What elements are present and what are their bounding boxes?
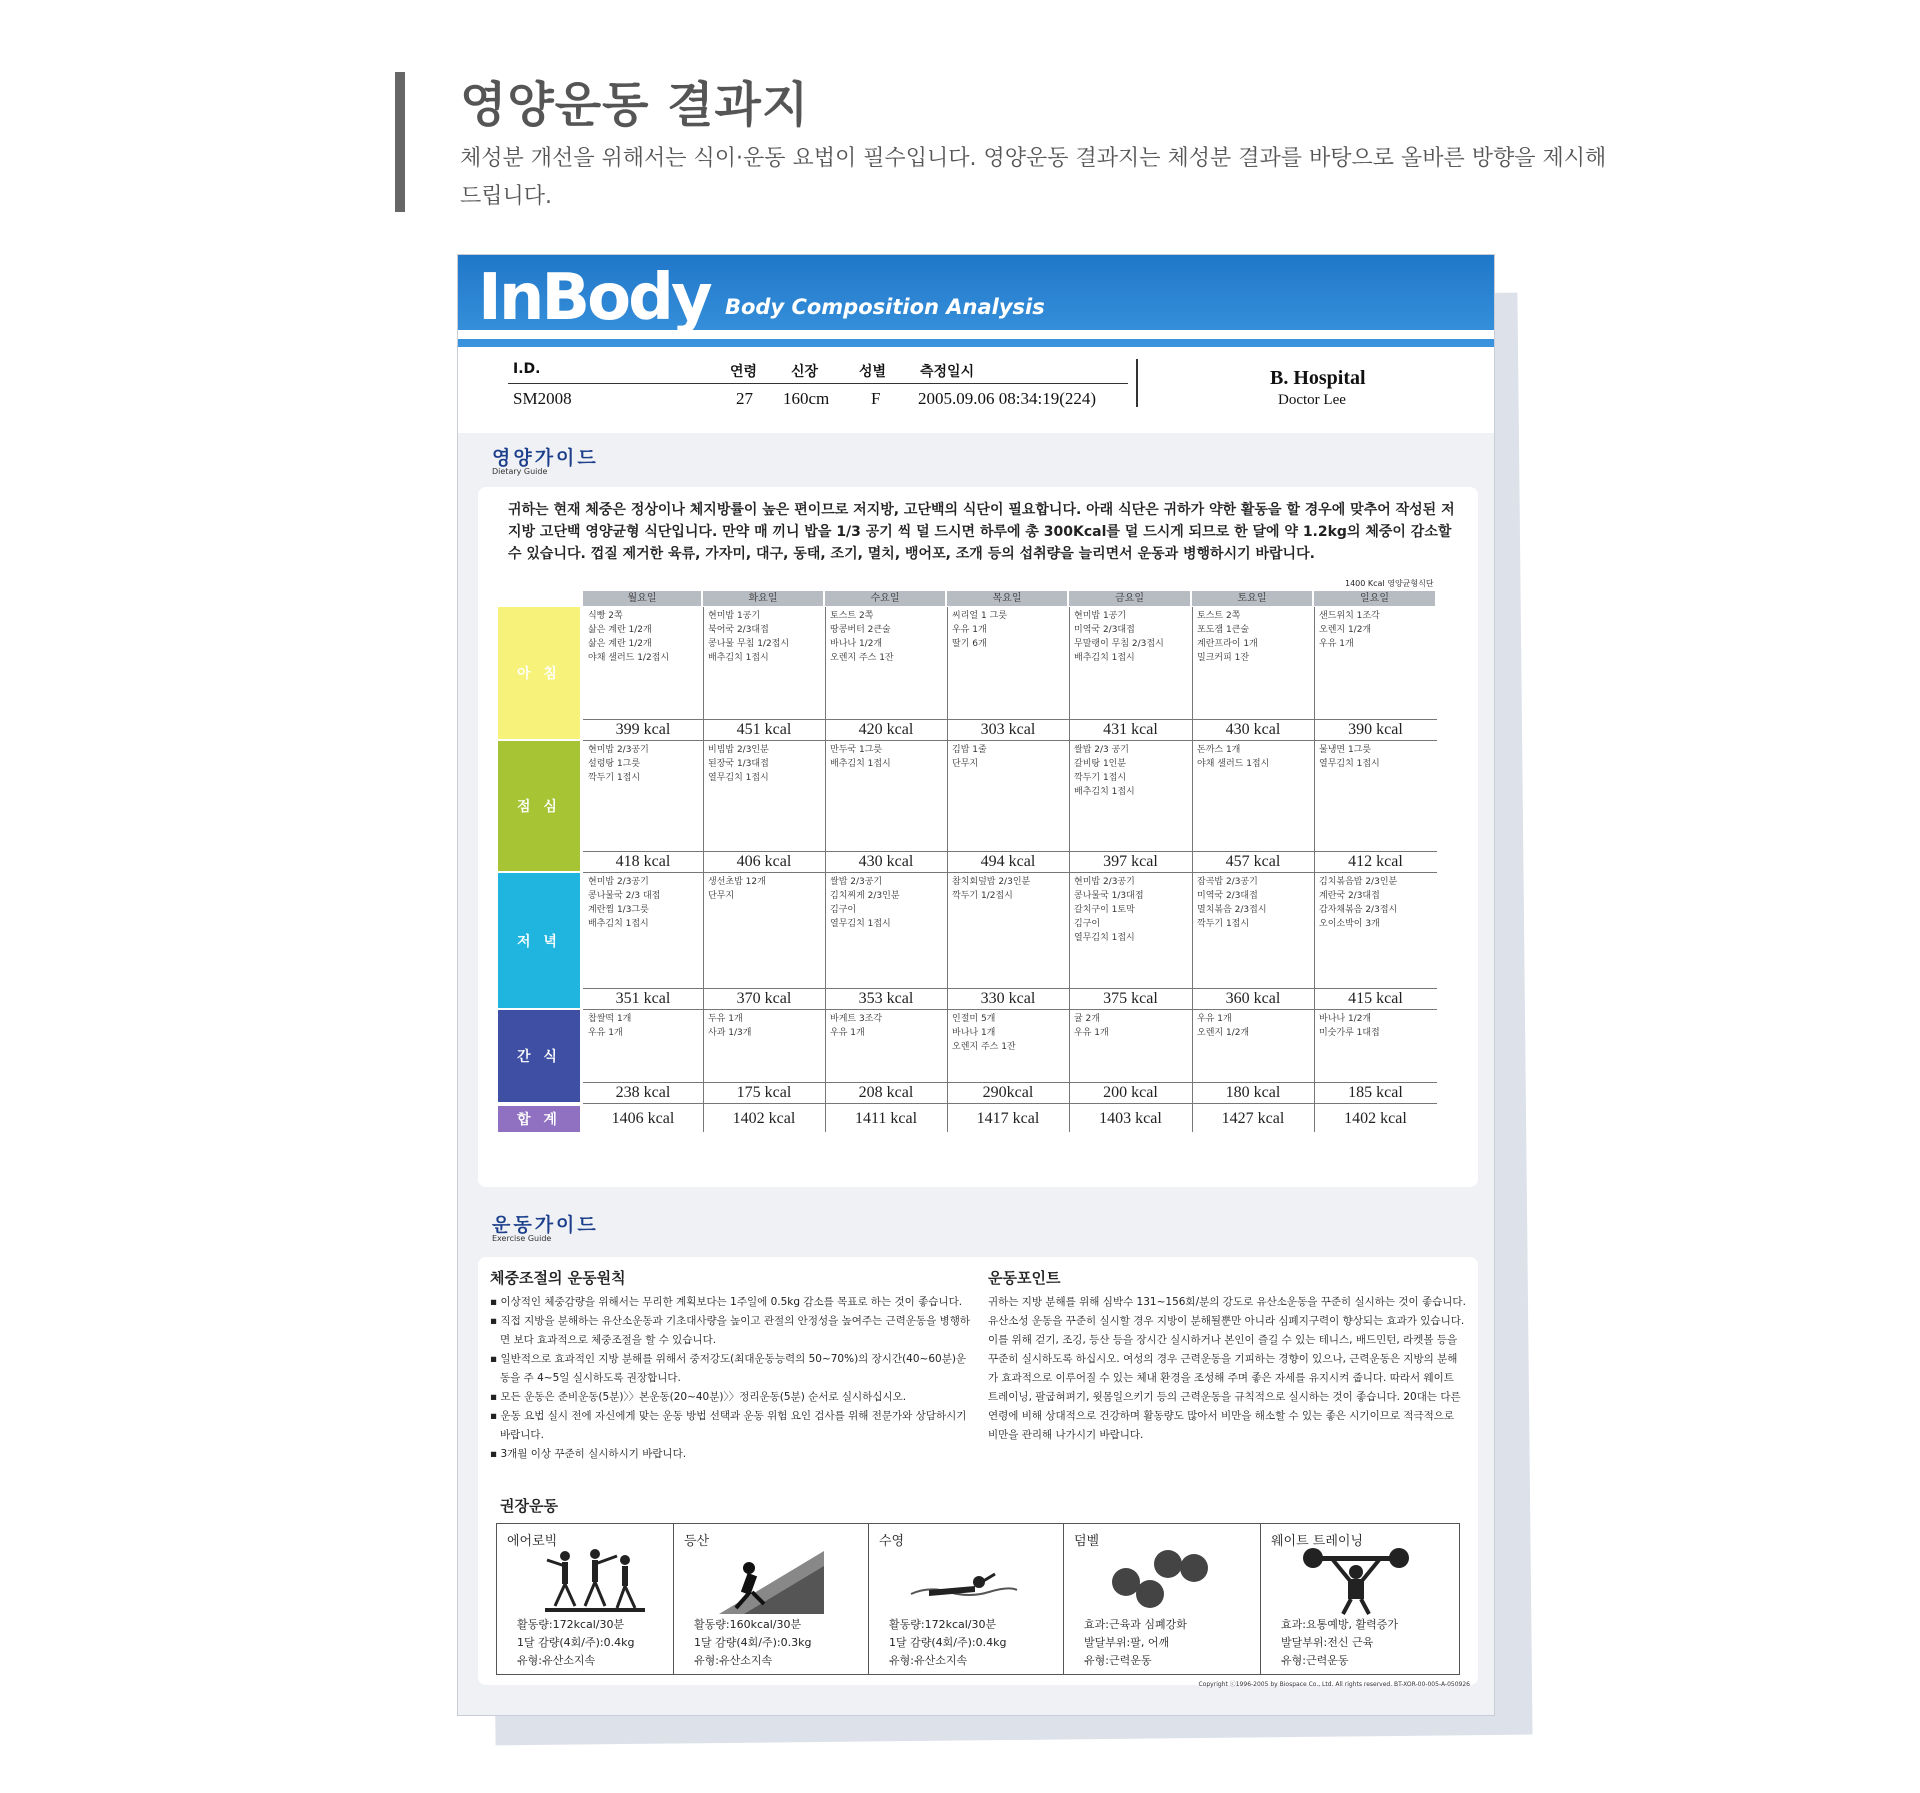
day-header: 월요일 [583,591,701,606]
kcal-value: 185 kcal [1348,1084,1403,1101]
kcal-value: 406 kcal [736,853,792,870]
meal-cell: 우유 1개 오렌지 1/2개 [1197,1014,1250,1038]
kcal-value: 238 kcal [615,1084,671,1101]
meal-cell: 물냉면 1그릇 열무김치 1접시 [1319,745,1380,769]
column-divider [947,607,948,1132]
meal-cell: 만두국 1그릇 배추김치 1접시 [830,745,891,769]
meal-cell: 샌드위치 1조각 오렌지 1/2개 우유 1개 [1319,611,1380,649]
principle-item: ▪ 이상적인 체중감량을 위해서는 무리한 계획보다는 1주일에 0.5kg 감소를 목표로 하는 것이 좋습니다. [490,1296,963,1308]
recommend-title: 권장운동 [500,1497,558,1515]
total-kcal: 1417 kcal [976,1110,1040,1127]
id-header: I.D. [513,361,541,377]
total-kcal: 1406 kcal [611,1110,675,1127]
sex-header: 성별 [859,364,887,380]
principle-item: ▪ 직접 지방을 분해하는 유산소운동과 기초대사량을 높이고 관절의 안정성을 높여주는 근력운동을 병행하면 보다 효과적으로 체중조절을 할 수 있습니다. [490,1315,970,1346]
meal-cell: 쌀밥 2/3공기 김치찌게 2/3인분 김구이 열무김치 1접시 [830,877,900,929]
exercise-section-title: 운동가이드 [492,1214,599,1236]
kcal-divider [583,719,1437,720]
recommend-stats: 효과:요통예방, 활력증가 발달부위:전신 근육 유형:근력운동 [1281,1618,1398,1667]
height-header: 신장 [791,364,819,380]
recommend-stats: 활동량:160kcal/30분 1달 감량(4회/주):0.3kg 유형:유산소지속 [694,1618,812,1667]
total-kcal: 1427 kcal [1221,1110,1285,1127]
meal-label: 점 심 [498,741,580,871]
meal-cell: 생선초밥 12개 단무지 [708,877,766,901]
total-kcal: 1402 kcal [732,1110,796,1127]
meal-cell: 씨리얼 1 그릇 우유 1개 딸기 6개 [952,611,1007,649]
meal-label: 저 녁 [498,873,580,1008]
recommend-item [1261,1524,1461,1674]
page-description: 체성분 개선을 위해서는 식이·운동 요법이 필수입니다. 영양운동 결과지는 체성분 결과를 바탕으로 올바른 방향을 제시해 드립니다. [460,146,1607,209]
day-header: 금요일 [1069,591,1190,606]
kcal-value: 420 kcal [858,721,914,738]
kcal-value: 457 kcal [1225,853,1281,870]
meal-cell: 두유 1개 사과 1/3개 [708,1014,752,1038]
meal-cell: 현미밥 2/3공기 콩나물국 2/3 대접 계란찜 1/3그릇 배추김치 1접시 [588,877,661,929]
exercise-section-subtitle: Exercise Guide [492,1234,552,1243]
recommend-item [1064,1524,1261,1674]
kcal-value: 351 kcal [615,990,671,1007]
kcal-value: 208 kcal [858,1084,914,1101]
diet-panel [478,487,1478,1187]
meal-cell: 바게트 3조각 우유 1개 [830,1014,883,1038]
column-divider [1069,607,1070,1132]
point-title: 운동포인트 [988,1269,1061,1287]
dumbbell-icon [1104,1546,1214,1616]
meal-cell: 잡곡밥 2/3공기 미역국 2/3대접 멸치볶음 2/3접시 깍두기 1접시 [1197,877,1267,929]
info-divider [508,383,1128,384]
column-divider [1192,607,1193,1132]
doctor-name: Doctor Lee [1278,392,1346,408]
meal-cell: 인절미 5개 바나나 1개 오렌지 주스 1잔 [952,1014,1016,1052]
total-kcal: 1403 kcal [1099,1110,1162,1127]
inbody-logo: InBody [478,261,710,335]
kcal-value: 399 kcal [615,721,671,738]
day-header: 목요일 [947,591,1067,606]
meal-cell: 참치회덮밥 2/3인분 깍두기 1/2접시 [952,877,1031,901]
kcal-divider [583,1082,1437,1083]
principle-item: ▪ 3개월 이상 꾸준히 실시하시기 바랍니다. [490,1448,687,1460]
row-divider [583,872,1437,873]
exercise-panel [478,1257,1478,1685]
kcal-value: 375 kcal [1103,990,1158,1007]
principle-item: ▪ 일반적으로 효과적인 지방 분해를 위해서 중저강도(최대운동능력의 50~70%)의 장시간(40~60분)운동을 주 4~5일 실시하도록 권장합니다. [490,1353,967,1384]
meal-cell: 토스트 2쪽 포도잼 1큰술 계란프라이 1개 밀크커피 1잔 [1197,611,1258,663]
swimming-icon [909,1546,1019,1616]
recommend-stats: 활동량:172kcal/30분 1달 감량(4회/주):0.4kg 유형:유산소지속 [517,1618,635,1667]
principle-title: 체중조절의 운동원칙 [490,1269,626,1287]
diet-section-title: 영양가이드 [492,447,599,469]
kcal-value: 418 kcal [615,853,671,870]
page-title: 영양운동 결과지 [460,77,810,133]
title-accent-bar [395,72,405,212]
patient-info [458,347,1495,433]
datetime-value: 2005.09.06 08:34:19(224) [918,389,1097,408]
meal-cell: 식빵 2쪽 삶은 계란 1/2개 삶은 계란 1/2개 야채 샐러드 1/2접시 [588,611,670,663]
column-divider [703,607,704,1132]
meal-cell: 귤 2개 우유 1개 [1074,1014,1109,1038]
kcal-value: 494 kcal [980,853,1036,870]
kcal-value: 412 kcal [1348,853,1403,870]
column-divider [1314,607,1315,1132]
kcal-value: 431 kcal [1103,721,1158,738]
kcal-value: 430 kcal [858,853,914,870]
result-sheet [457,254,1495,1716]
point-text: 귀하는 지방 분해를 위해 심박수 131~156회/분의 강도로 유산소운동을 꾸준히 실시하는 것이 좋습니다. 유산소성 운동을 꾸준히 실시할 경우 지방이 분해될뿐만 아니라 심폐지구력이 향상되는 효과가 있습니다. 이를 위해 걷기, 조깅, 등산 등을 장시간 실시하거나 본인이 즐길 수 있는 테니스, 배드민턴, 라켓볼 등을 꾸준히 실시하도록 하십시오. 여성의 경우 근력운동을 기피하는 경향이 있으나, 근력운동은 지방의 분해가 효과적으로 이루어질 수 있는 체내 환경을 조성해 주며 좋은 자세를 유지시켜 줍니다. 따라서 웨이트 트레이닝, 팔굽혀펴기, 윗몸일으키기 등의 근력운동을 규칙적으로 실시하는 것이 좋습니다. 20대는 다른 연령에 비해 상대적으로 건강하며 활동량도 많아서 비만을 해소할 수 있는 좋은 시기이므로 적극적으로 비만을 관리해 나가시기 바랍니다. [988,1296,1466,1441]
kcal-value: 415 kcal [1348,990,1403,1007]
info-vertical-divider [1136,359,1138,407]
meal-cell: 비빔밥 2/3인분 된장국 1/3대접 열무김치 1접시 [708,745,769,783]
day-header: 일요일 [1314,591,1435,606]
sex-value: F [871,389,881,408]
day-header: 수요일 [825,591,945,606]
age-header: 연령 [730,364,758,380]
recommend-item [674,1524,869,1674]
aerobics-icon [537,1546,647,1616]
meal-cell: 바나나 1/2개 미숫가루 1대접 [1319,1014,1380,1038]
column-divider [825,607,826,1132]
recommend-name: 웨이트 트레이닝 [1271,1534,1364,1549]
meal-cell: 현미밥 2/3공기 설렁탕 1그릇 깍두기 1접시 [588,745,649,783]
recommend-name: 에어로빅 [507,1534,558,1549]
total-label: 합 계 [498,1106,580,1132]
row-divider [583,740,1437,741]
kcal-value: 451 kcal [736,721,792,738]
day-header: 토요일 [1192,591,1312,606]
recommend-stats: 효과:근육과 심폐강화 발달부위:팔, 어깨 유형:근력운동 [1084,1618,1187,1667]
meal-label: 간 식 [498,1010,580,1102]
kcal-value: 200 kcal [1103,1084,1158,1101]
meal-cell: 현미밥 2/3공기 콩나물국 1/3대접 갈치구이 1토막 김구이 열무김치 1접시 [1074,877,1144,943]
recommend-box [496,1523,1460,1675]
kcal-value: 353 kcal [858,990,914,1007]
kcal-value: 370 kcal [736,990,792,1007]
id-value: SM2008 [513,389,572,408]
hospital-name: B. Hospital [1270,367,1366,389]
height-value: 160cm [783,389,830,408]
total-kcal: 1402 kcal [1344,1110,1407,1127]
meal-cell: 김치볶음밥 2/3인분 계란국 2/3대접 감자채볶음 2/3접시 오이소박이 3개 [1319,877,1398,929]
recommend-name: 덤벨 [1074,1534,1100,1549]
meal-cell: 쌀밥 2/3 공기 갈비탕 1인분 깍두기 1접시 배추김치 1접시 [1074,745,1135,797]
meal-cell: 현미밥 1공기 미역국 2/3대접 무말랭이 무침 2/3접시 배추김치 1접시 [1074,611,1164,663]
day-header: 화요일 [703,591,823,606]
weight-training-icon [1301,1546,1411,1616]
kcal-divider [583,851,1437,852]
kcal-value: 175 kcal [736,1084,792,1101]
meal-label: 아 침 [498,607,580,739]
kcal-divider [583,988,1437,989]
row-divider [583,1009,1437,1010]
kcal-value: 397 kcal [1103,853,1158,870]
principle-item: ▪ 운동 요법 실시 전에 자신에게 맞는 운동 방법 선택과 운동 위험 요인 검사를 위해 전문가와 상담하시기 바랍니다. [490,1410,967,1441]
kcal-value: 360 kcal [1225,990,1281,1007]
kcal-value: 303 kcal [980,721,1036,738]
kcal-value: 290kcal [982,1084,1034,1101]
recommend-item [497,1524,674,1674]
recommend-stats: 활동량:172kcal/30분 1달 감량(4회/주):0.4kg 유형:유산소지속 [889,1618,1007,1667]
age-value: 27 [736,389,753,408]
recommend-name: 수영 [879,1534,905,1549]
diet-section-subtitle: Dietary Guide [492,467,548,476]
copyright: Copyright ⓒ1996-2005 by Biospace Co., Ltd. All rights reserved. BT-XOR-00-005-A-050926 [1198,1681,1470,1688]
logo-subtitle: Body Composition Analysis [725,295,1045,319]
total-kcal: 1411 kcal [854,1110,918,1127]
datetime-header: 측정일시 [920,364,975,380]
principle-item: ▪ 모든 운동은 준비운동(5분)〉〉본운동(20~40분)〉〉정리운동(5분) 순서로 실시하십시오. [490,1391,907,1403]
meal-cell: 찹쌀떡 1개 우유 1개 [588,1014,632,1038]
diet-description: 귀하는 현재 체중은 정상이나 체지방률이 높은 편이므로 저지방, 고단백의 식단이 필요합니다. 아래 식단은 귀하가 약한 활동을 할 경우에 맞추어 작성된 저지방 고단백 영양균형 식단입니다. 만약 매 끼니 밥을 1/3 공기 씩 덜 드시면 하루에 총 300Kcal를 덜 드시게 되므로 한 달에 약 1.2kg의 체중이 감소할 수 있습니다. 껍질 제거한 육류, 가자미, 대구, 동태, 조기, 멸치, 뱅어포, 조개 등의 섭취량을 늘리면서 운동과 병행하시기 바랍니다. [508,502,1455,562]
meal-cell: 돈까스 1개 야채 샐러드 1접시 [1197,745,1270,769]
row-divider [583,1103,1437,1104]
recommend-name: 등산 [684,1534,710,1549]
kcal-value: 180 kcal [1225,1084,1281,1101]
hiking-icon [714,1546,824,1616]
kcal-value: 390 kcal [1348,721,1403,738]
meal-cell: 김밥 1줄 단무지 [952,745,987,769]
meal-cell: 현미밥 1공기 북어국 2/3대접 콩나물 무침 1/2접시 배추김치 1접시 [708,611,790,663]
principle-list [490,1293,975,1464]
kcal-value: 330 kcal [980,990,1036,1007]
kcal-value: 430 kcal [1225,721,1281,738]
meal-cell: 토스트 2쪽 땅콩버터 2큰술 바나나 1/2개 오렌지 주스 1잔 [830,611,894,663]
kcal-note: 1400 Kcal 영양균형식단 [1345,579,1434,588]
recommend-item [869,1524,1064,1674]
